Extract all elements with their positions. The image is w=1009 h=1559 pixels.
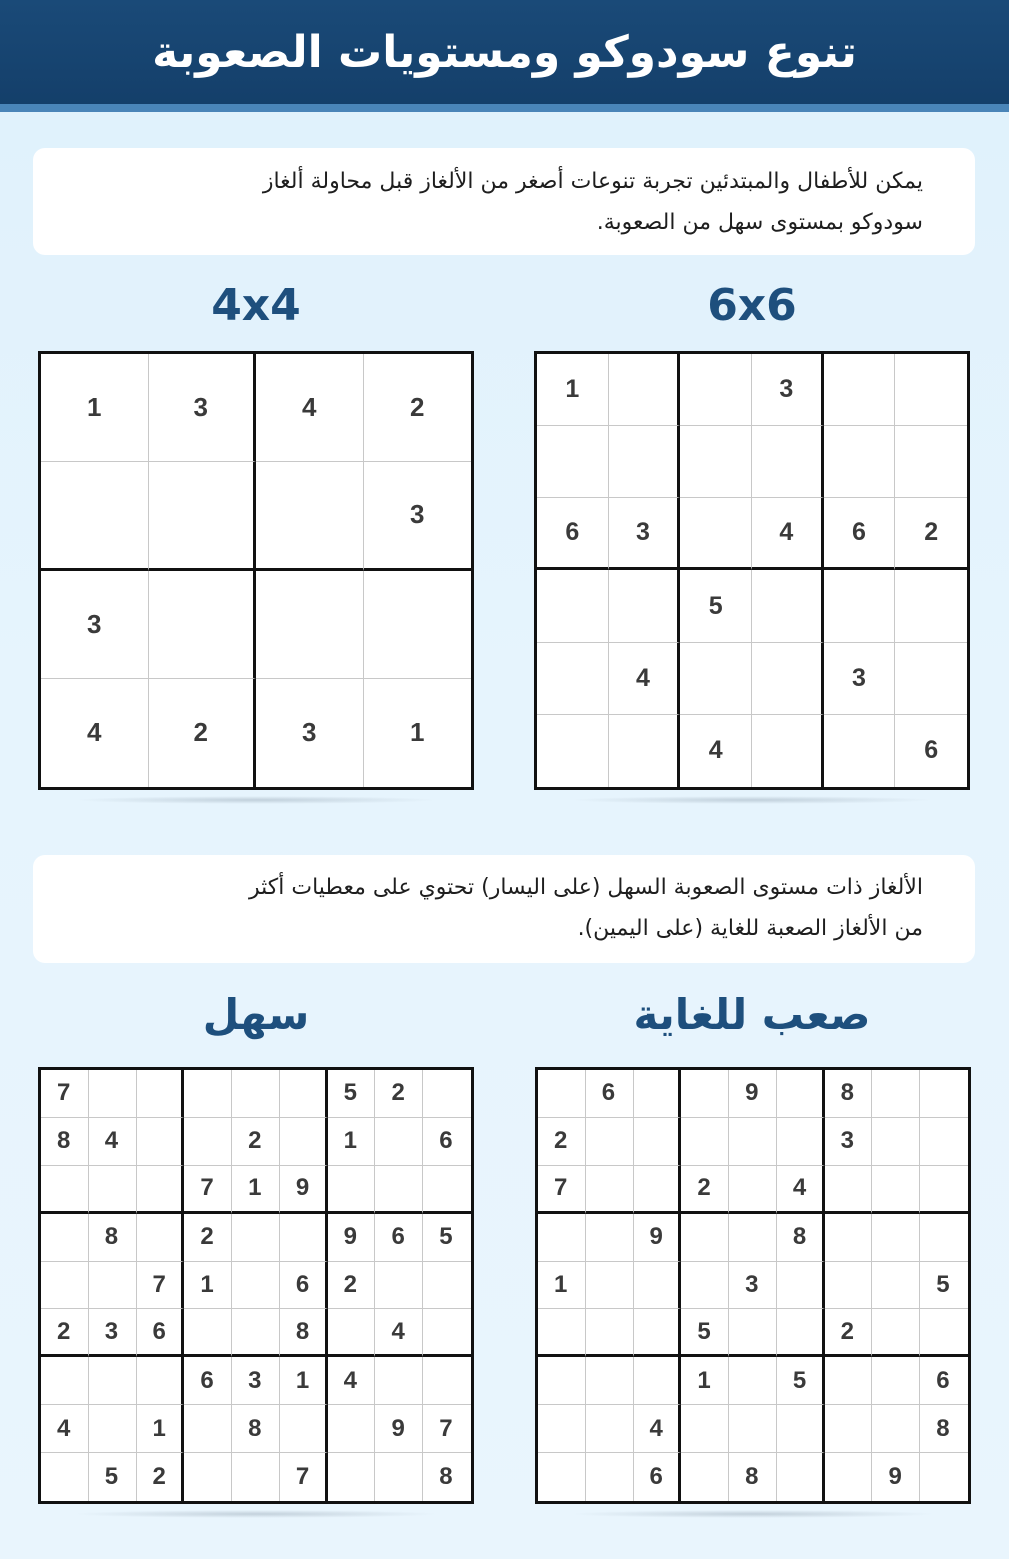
sudoku-cell: 7 <box>423 1405 471 1453</box>
sudoku-cell <box>538 1357 586 1405</box>
sudoku-cell <box>872 1166 920 1214</box>
sudoku-cell: 3 <box>89 1309 137 1357</box>
sudoku-cell <box>423 1070 471 1118</box>
sudoku-cell: 6 <box>423 1118 471 1166</box>
sudoku-cell <box>538 1309 586 1357</box>
sudoku-cell <box>364 571 472 679</box>
sudoku-cell <box>184 1453 232 1501</box>
sudoku-cell <box>872 1262 920 1310</box>
sudoku-cell <box>537 643 609 715</box>
sudoku-cell: 2 <box>895 498 967 570</box>
sudoku-cell: 5 <box>777 1357 825 1405</box>
sudoku-cell: 3 <box>729 1262 777 1310</box>
sudoku-cell: 6 <box>184 1357 232 1405</box>
sudoku-cell: 8 <box>729 1453 777 1501</box>
sudoku-cell: 5 <box>920 1262 968 1310</box>
sudoku-cell: 1 <box>537 354 609 426</box>
sudoku-cell <box>137 1070 185 1118</box>
page-header <box>0 0 1009 112</box>
sudoku-cell <box>586 1309 634 1357</box>
sudoku-cell <box>375 1118 423 1166</box>
difficulty-note-line-2: من الألغاز الصعبة للغاية (على اليمين). <box>577 916 923 941</box>
sudoku-cell: 2 <box>538 1118 586 1166</box>
sudoku-cell <box>89 1357 137 1405</box>
sudoku-cell <box>375 1453 423 1501</box>
sudoku-cell <box>149 462 257 570</box>
sudoku-cell: 9 <box>872 1453 920 1501</box>
sudoku-cell: 8 <box>777 1214 825 1262</box>
sudoku-grid <box>38 1067 474 1504</box>
sudoku-cell: 6 <box>537 498 609 570</box>
sudoku-cell: 8 <box>825 1070 873 1118</box>
sudoku-cell: 6 <box>920 1357 968 1405</box>
sudoku-cell <box>609 570 681 642</box>
sudoku-cell: 1 <box>681 1357 729 1405</box>
sudoku-cell: 2 <box>184 1214 232 1262</box>
sudoku-cell <box>825 1357 873 1405</box>
sudoku-cell: 4 <box>328 1357 376 1405</box>
sudoku-cell <box>256 571 364 679</box>
sudoku-cell <box>375 1262 423 1310</box>
sudoku-cell <box>824 715 896 787</box>
sudoku-cell <box>729 1214 777 1262</box>
sudoku-cell: 8 <box>232 1405 280 1453</box>
sudoku-cell <box>752 643 824 715</box>
sudoku-cell: 3 <box>364 462 472 570</box>
sudoku-cell: 1 <box>137 1405 185 1453</box>
sudoku-cell: 4 <box>256 354 364 462</box>
sudoku-cell <box>232 1262 280 1310</box>
sudoku-cell <box>634 1118 682 1166</box>
label-very-hard: صعب للغاية <box>633 990 871 1039</box>
sudoku-cell: 1 <box>328 1118 376 1166</box>
sudoku-cell <box>920 1166 968 1214</box>
sudoku-cell: 2 <box>375 1070 423 1118</box>
sudoku-cell <box>634 1262 682 1310</box>
sudoku-cell: 7 <box>184 1166 232 1214</box>
sudoku-cell <box>824 426 896 498</box>
sudoku-cell <box>680 354 752 426</box>
sudoku-cell: 6 <box>824 498 896 570</box>
sudoku-cell <box>920 1214 968 1262</box>
sudoku-cell: 9 <box>634 1214 682 1262</box>
sudoku-cell: 7 <box>538 1166 586 1214</box>
sudoku-cell: 4 <box>634 1405 682 1453</box>
sudoku-cell <box>538 1453 586 1501</box>
sudoku-cell <box>280 1118 328 1166</box>
sudoku-cell <box>920 1453 968 1501</box>
sudoku-cell <box>232 1214 280 1262</box>
sudoku-cell <box>137 1166 185 1214</box>
sudoku-cell: 5 <box>680 570 752 642</box>
sudoku-cell: 6 <box>137 1309 185 1357</box>
sudoku-cell <box>777 1118 825 1166</box>
sudoku-cell: 9 <box>375 1405 423 1453</box>
sudoku-cell: 8 <box>439 1463 453 1491</box>
sudoku-cell <box>895 570 967 642</box>
sudoku-cell <box>184 1118 232 1166</box>
sudoku-cell <box>729 1118 777 1166</box>
sudoku-cell <box>41 462 149 570</box>
intro-note-line-2: سودوكو بمستوى سهل من الصعوبة. <box>596 210 923 235</box>
sudoku-cell <box>681 1262 729 1310</box>
label-easy: سهل <box>202 990 310 1039</box>
sudoku-cell <box>137 1357 185 1405</box>
sudoku-cell: 3 <box>609 498 681 570</box>
sudoku-cell: 1 <box>41 354 149 462</box>
sudoku-cell: 2 <box>364 354 472 462</box>
sudoku-cell <box>609 426 681 498</box>
sudoku-4x4-board <box>38 351 474 790</box>
sudoku-cell <box>41 1262 89 1310</box>
sudoku-cell: 1 <box>184 1262 232 1310</box>
sudoku-cell <box>872 1070 920 1118</box>
sudoku-cell <box>681 1118 729 1166</box>
sudoku-cell: 3 <box>256 679 364 787</box>
sudoku-cell <box>681 1453 729 1501</box>
sudoku-cell <box>232 1070 280 1118</box>
sudoku-cell: 6 <box>375 1214 423 1262</box>
sudoku-cell: 3 <box>149 354 257 462</box>
sudoku-cell <box>872 1118 920 1166</box>
sudoku-grid <box>535 1067 971 1504</box>
sudoku-cell: 9 <box>729 1070 777 1118</box>
sudoku-cell <box>41 1453 89 1501</box>
sudoku-cell <box>872 1214 920 1262</box>
intro-note <box>33 148 975 255</box>
sudoku-cell <box>328 1166 376 1214</box>
sudoku-cell <box>41 1357 89 1405</box>
sudoku-cell: 4 <box>89 1118 137 1166</box>
sudoku-cell: 2 <box>149 679 257 787</box>
sudoku-cell <box>89 1405 137 1453</box>
sudoku-cell <box>634 1357 682 1405</box>
sudoku-cell: 3 <box>232 1357 280 1405</box>
sudoku-cell: 4 <box>41 679 149 787</box>
sudoku-cell <box>752 715 824 787</box>
sudoku-cell <box>777 1070 825 1118</box>
sudoku-cell <box>280 1214 328 1262</box>
sudoku-cell: 4 <box>777 1166 825 1214</box>
sudoku-cell: 4 <box>680 715 752 787</box>
sudoku-cell <box>280 1405 328 1453</box>
sudoku-cell <box>824 570 896 642</box>
sudoku-cell <box>537 426 609 498</box>
sudoku-cell <box>872 1405 920 1453</box>
sudoku-cell: 6 <box>280 1262 328 1310</box>
sudoku-cell: 3 <box>825 1118 873 1166</box>
sudoku-cell: 5 <box>89 1453 137 1501</box>
sudoku-cell <box>586 1166 634 1214</box>
sudoku-cell <box>423 1166 471 1214</box>
sudoku-cell: 4 <box>609 643 681 715</box>
sudoku-cell <box>423 1262 471 1310</box>
sudoku-cell <box>777 1453 825 1501</box>
sudoku-cell <box>41 1166 89 1214</box>
sudoku-grid <box>38 351 474 790</box>
sudoku-cell <box>609 354 681 426</box>
sudoku-cell <box>872 1309 920 1357</box>
sudoku-cell <box>920 1070 968 1118</box>
difficulty-note <box>33 855 975 963</box>
sudoku-cell: 2 <box>137 1453 185 1501</box>
sudoku-cell <box>423 1309 471 1357</box>
sudoku-cell <box>681 1070 729 1118</box>
sudoku-cell: 8 <box>41 1118 89 1166</box>
sudoku-cell <box>752 570 824 642</box>
sudoku-cell <box>375 1357 423 1405</box>
sudoku-cell <box>184 1309 232 1357</box>
sudoku-cell <box>634 1166 682 1214</box>
sudoku-cell <box>586 1405 634 1453</box>
sudoku-cell <box>538 1405 586 1453</box>
sudoku-6x6-board <box>534 351 970 790</box>
sudoku-cell: 8 <box>920 1405 968 1453</box>
sudoku-cell <box>920 1118 968 1166</box>
sudoku-cell <box>680 498 752 570</box>
intro-note-line-1: يمكن للأطفال والمبتدئين تجربة تنوعات أصغر من الألغاز قبل محاولة ألغاز <box>262 169 923 194</box>
sudoku-cell <box>586 1262 634 1310</box>
sudoku-cell: 1 <box>538 1262 586 1310</box>
sudoku-cell: 7 <box>280 1453 328 1501</box>
sudoku-cell: 9 <box>280 1166 328 1214</box>
sudoku-cell: 3 <box>752 354 824 426</box>
sudoku-cell: 1 <box>232 1166 280 1214</box>
sudoku-cell: 4 <box>375 1309 423 1357</box>
sudoku-cell <box>184 1405 232 1453</box>
sudoku-cell: 2 <box>681 1166 729 1214</box>
sudoku-cell: 9 <box>328 1214 376 1262</box>
sudoku-cell <box>872 1357 920 1405</box>
sudoku-cell <box>41 1214 89 1262</box>
sudoku-cell <box>538 1214 586 1262</box>
sudoku-cell <box>825 1166 873 1214</box>
sudoku-cell: 3 <box>41 571 149 679</box>
sudoku-cell <box>895 643 967 715</box>
sudoku-very-hard-board <box>535 1067 971 1504</box>
sudoku-cell <box>825 1214 873 1262</box>
sudoku-cell: 5 <box>681 1309 729 1357</box>
sudoku-cell: 8 <box>89 1214 137 1262</box>
sudoku-cell <box>423 1357 471 1405</box>
sudoku-cell <box>586 1357 634 1405</box>
sudoku-cell <box>586 1214 634 1262</box>
difficulty-note-line-1: الألغاز ذات مستوى الصعوبة السهل (على اليسار) تحتوي على معطيات أكثر <box>249 875 923 900</box>
sudoku-cell <box>729 1309 777 1357</box>
sudoku-cell <box>729 1357 777 1405</box>
sudoku-cell <box>681 1405 729 1453</box>
sudoku-cell <box>280 1070 328 1118</box>
sudoku-cell: 7 <box>41 1070 89 1118</box>
sudoku-cell <box>89 1262 137 1310</box>
sudoku-cell <box>89 1166 137 1214</box>
sudoku-cell <box>538 1070 586 1118</box>
sudoku-cell <box>825 1405 873 1453</box>
sudoku-cell <box>634 1070 682 1118</box>
sudoku-cell <box>680 426 752 498</box>
sudoku-cell <box>825 1262 873 1310</box>
sudoku-cell: 8 <box>280 1309 328 1357</box>
sudoku-cell: 6 <box>586 1070 634 1118</box>
sudoku-cell <box>729 1166 777 1214</box>
sudoku-cell <box>586 1118 634 1166</box>
sudoku-cell: 5 <box>423 1214 471 1262</box>
sudoku-cell <box>777 1262 825 1310</box>
sudoku-cell <box>777 1309 825 1357</box>
label-4x4: 4x4 <box>211 280 301 331</box>
sudoku-cell <box>328 1453 376 1501</box>
sudoku-cell: 2 <box>232 1118 280 1166</box>
sudoku-cell <box>825 1453 873 1501</box>
sudoku-cell: 6 <box>924 736 939 765</box>
label-6x6: 6x6 <box>707 280 797 331</box>
sudoku-cell: 1 <box>410 717 425 748</box>
sudoku-cell <box>609 715 681 787</box>
sudoku-cell <box>824 354 896 426</box>
sudoku-cell: 4 <box>41 1405 89 1453</box>
sudoku-cell <box>634 1309 682 1357</box>
sudoku-cell <box>137 1118 185 1166</box>
sudoku-cell: 6 <box>634 1453 682 1501</box>
sudoku-cell <box>752 426 824 498</box>
sudoku-cell: 2 <box>41 1309 89 1357</box>
sudoku-cell <box>89 1070 137 1118</box>
sudoku-cell <box>537 715 609 787</box>
sudoku-easy-board <box>38 1067 474 1504</box>
sudoku-cell: 2 <box>825 1309 873 1357</box>
sudoku-cell <box>537 570 609 642</box>
sudoku-cell <box>681 1214 729 1262</box>
sudoku-cell <box>895 426 967 498</box>
sudoku-cell <box>149 571 257 679</box>
sudoku-cell <box>328 1405 376 1453</box>
page-title: تنوع سودوكو ومستويات الصعوبة <box>152 26 857 78</box>
sudoku-cell: 1 <box>280 1357 328 1405</box>
sudoku-cell <box>232 1309 280 1357</box>
sudoku-cell: 7 <box>137 1262 185 1310</box>
sudoku-cell <box>920 1309 968 1357</box>
sudoku-cell <box>729 1405 777 1453</box>
sudoku-cell <box>256 462 364 570</box>
sudoku-cell <box>328 1309 376 1357</box>
sudoku-cell <box>184 1070 232 1118</box>
sudoku-cell: 3 <box>824 643 896 715</box>
sudoku-cell <box>232 1453 280 1501</box>
sudoku-cell: 5 <box>328 1070 376 1118</box>
sudoku-cell <box>137 1214 185 1262</box>
sudoku-cell <box>895 354 967 426</box>
sudoku-cell: 2 <box>328 1262 376 1310</box>
sudoku-cell <box>777 1405 825 1453</box>
sudoku-cell: 4 <box>752 498 824 570</box>
sudoku-cell <box>586 1453 634 1501</box>
sudoku-grid <box>534 351 970 790</box>
sudoku-cell <box>375 1166 423 1214</box>
sudoku-cell <box>680 643 752 715</box>
